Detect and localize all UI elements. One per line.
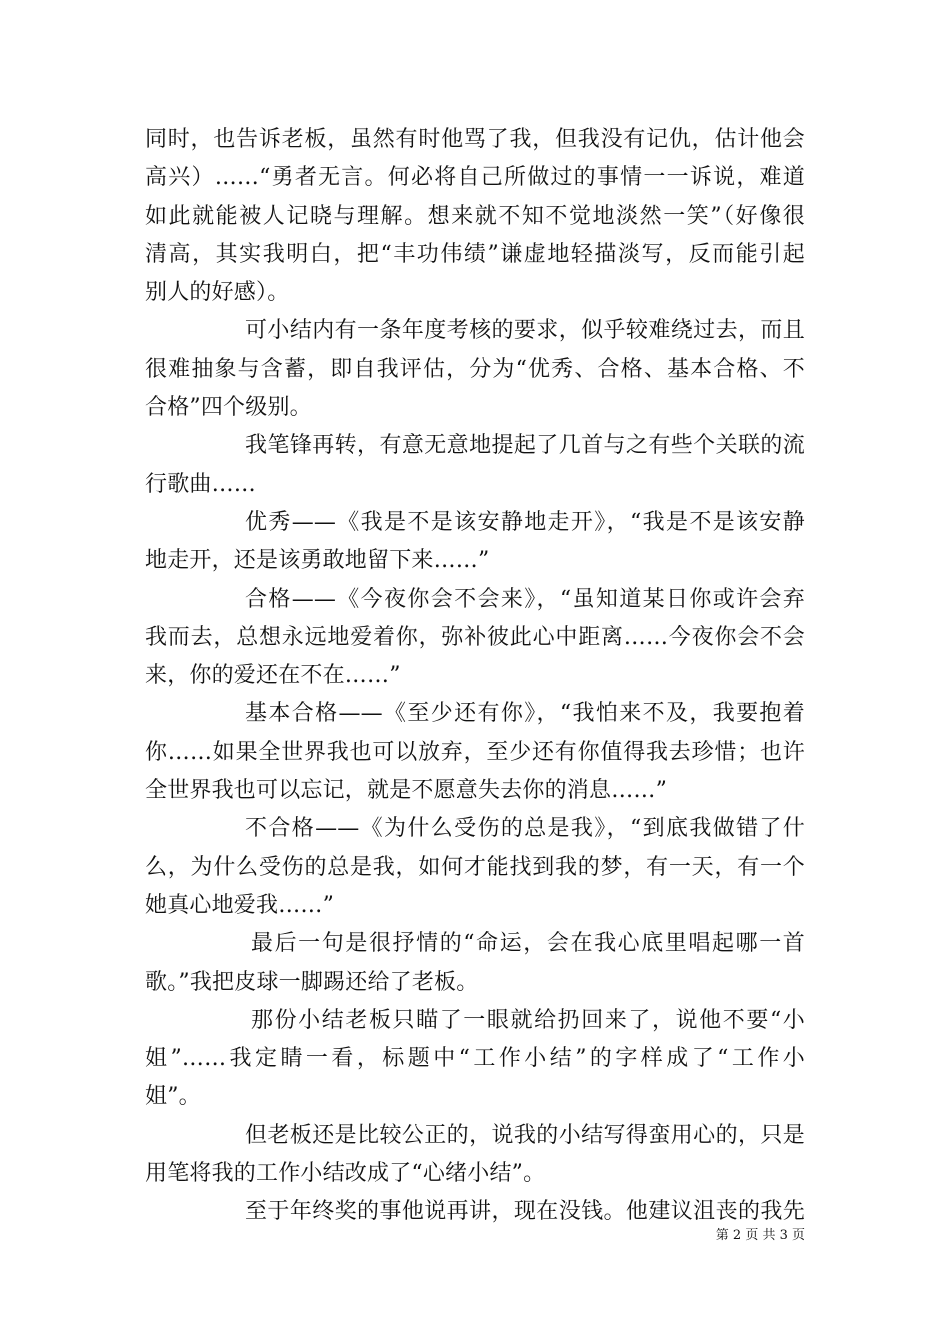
text-line: 歌。”我把皮球一脚踢还给了老板。: [145, 969, 479, 995]
text-line: 但老板还是比较公正的，说我的小结写得蛮用心的，只是: [245, 1122, 805, 1148]
text-line: 基本合格——《至少还有你》，“我怕来不及，我要抱着: [245, 701, 805, 727]
text-line: 来，你的爱还在不在……”: [145, 663, 401, 689]
text-line: 合格”四个级别。: [145, 395, 312, 421]
text-line: 地走开，还是该勇敢地留下来……”: [145, 548, 490, 574]
text-line: 不合格——《为什么受伤的总是我》，“到底我做错了什: [245, 816, 805, 842]
text-line: 那份小结老板只瞄了一眼就给扔回来了，说他不要“小: [251, 1007, 805, 1033]
text-line: 至于年终奖的事他说再讲，现在没钱。他建议沮丧的我先: [245, 1199, 805, 1225]
text-line: 同时，也告诉老板，虽然有时他骂了我，但我没有记仇，估计他会: [145, 127, 805, 152]
page-footer: 第 2 页 共 3 页: [715, 1228, 805, 1243]
text-line: 她真心地爱我……”: [145, 892, 335, 918]
text-line: 最后一句是很抒情的“命运，会在我心底里唱起哪一首: [251, 931, 805, 957]
text-line: 姐”。: [145, 1084, 201, 1110]
text-line: 优秀——《我是不是该安静地走开》，“我是不是该安静: [245, 509, 805, 535]
text-line: 可小结内有一条年度考核的要求，似乎较难绕过去，而且: [245, 318, 805, 344]
text-line: 我而去，总想永远地爱着你，弥补彼此心中距离……今夜你会不会: [145, 624, 805, 650]
text-line: 么，为什么受伤的总是我，如何才能找到我的梦，有一天，有一个: [145, 854, 805, 880]
text-line: 如此就能被人记晓与理解。想来就不知不觉地淡然一笑”（好像很: [145, 203, 805, 229]
body-text: [145, 121, 805, 1232]
text-line: 你……如果全世界我也可以放弃，至少还有你值得我去珍惜；也许: [145, 739, 805, 765]
text-line: 清高，其实我明白，把“丰功伟绩”谦虚地轻描淡写，反而能引起: [145, 241, 805, 267]
text-line: 用笔将我的工作小结改成了“心绪小结”。: [145, 1161, 546, 1187]
text-line: 行歌曲……: [145, 471, 257, 497]
text-line: 我笔锋再转，有意无意地提起了几首与之有些个关联的流: [245, 433, 805, 459]
text-line: 全世界我也可以忘记，就是不愿意失去你的消息……”: [145, 778, 668, 804]
text-line: 姐”……我定睛一看，标题中“工作小结”的字样成了“工作小: [145, 1046, 805, 1072]
text-line: 很难抽象与含蓄，即自我评估，分为“优秀、合格、基本合格、不: [145, 356, 805, 382]
text-line: 高兴）……“勇者无言。何必将自己所做过的事情一一诉说，难道: [145, 165, 805, 191]
text-line: 别人的好感）。: [145, 280, 290, 306]
text-line: 合格——《今夜你会不会来》，“虽知道某日你或许会弃: [245, 586, 805, 612]
